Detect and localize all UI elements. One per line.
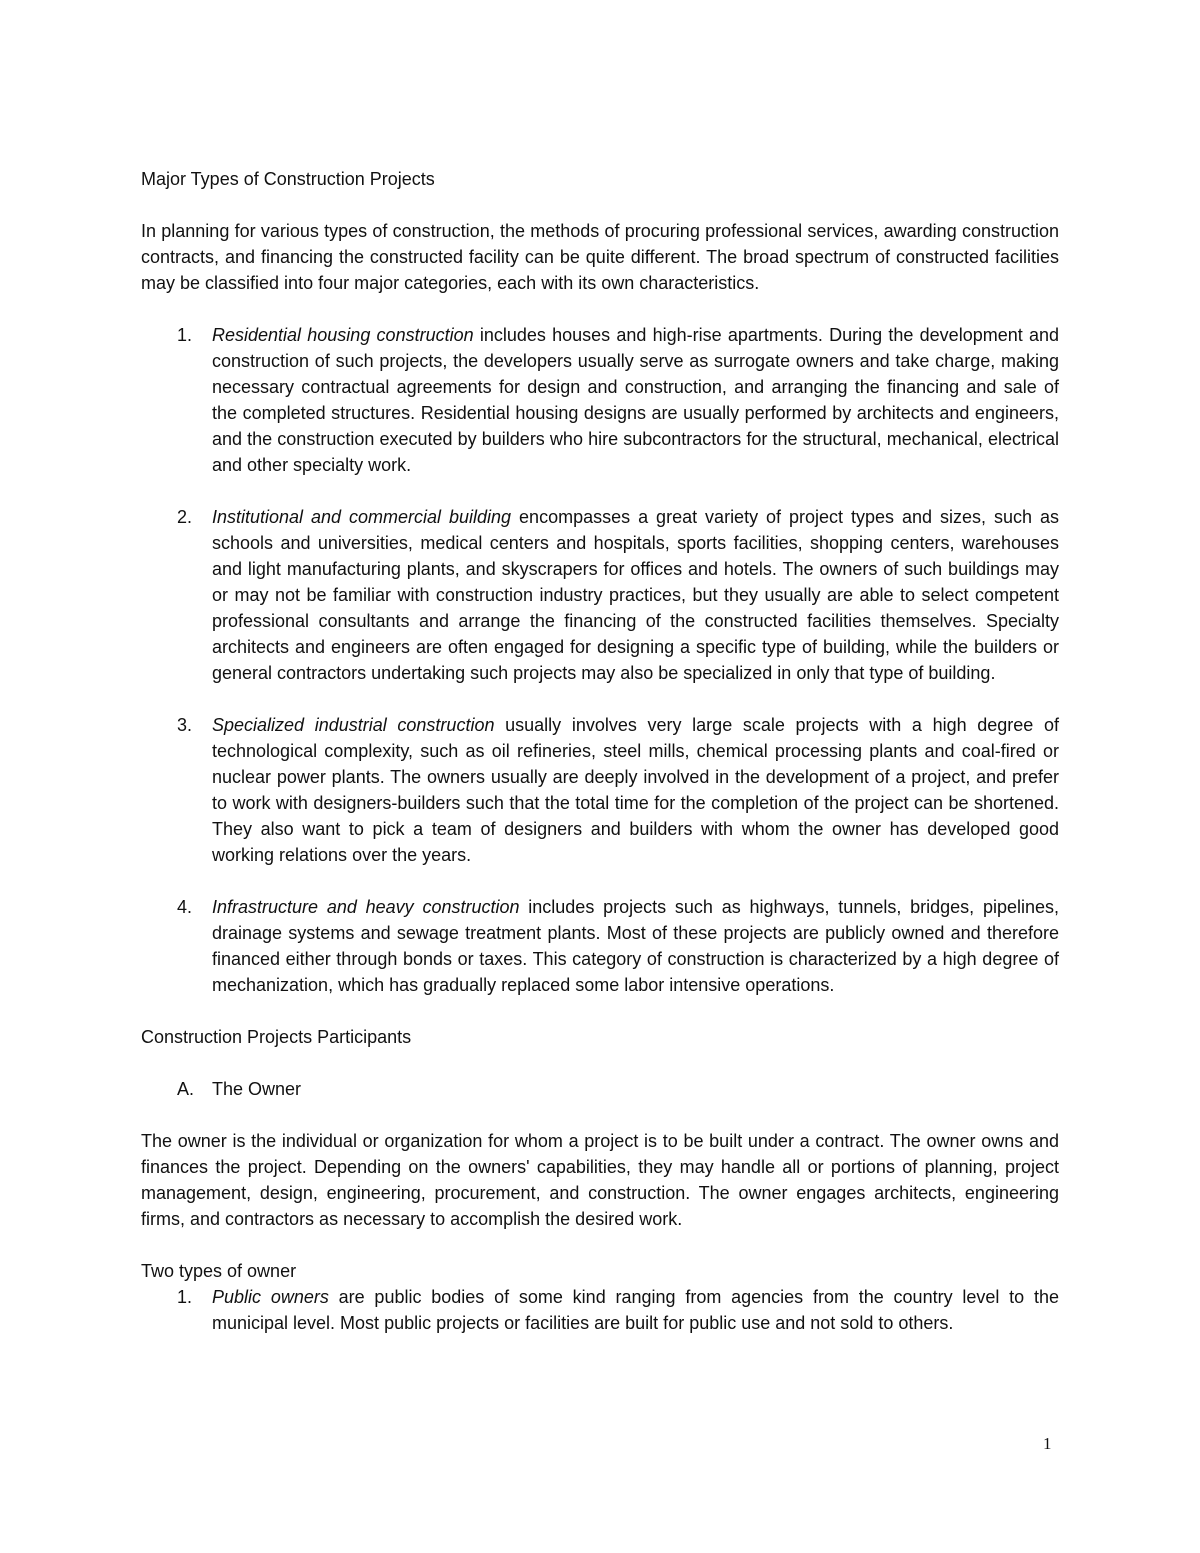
participants-list bbox=[141, 1076, 1059, 1102]
document-page bbox=[141, 166, 1059, 1336]
list-item-text: encompasses a great variety of project types and sizes, such as schools and universities, medical centers and hospitals, sports facilities, shopping centers, warehouses and light manufacturing plants, and skyscrapers for offices and hotels. The owners of such buildings may or may not be familiar with construction industry practices, but they usually are able to select competent professional consultants and arrange the financing of the constructed facilities themselves. Specialty architects and engineers are often engaged for designing a specific type of building, while the builders or general contractors undertaking such projects may also be specialized in only that type of building. bbox=[212, 507, 1060, 683]
list-item-letter: A. bbox=[177, 1079, 195, 1099]
participants-heading: Construction Projects Participants bbox=[141, 1027, 412, 1047]
list-item-label: The Owner bbox=[212, 1079, 302, 1099]
list-item-text: includes houses and high-rise apartments. During the development and construction of such projects, the developers usually serve as surrogate owners and take charge, making necessary contractual agreements for design and construction, and arranging the financing and sale of the completed structures. Residential housing designs are usually performed by architects and engineers, and the construction executed by builders who hire subcontractors for the structural, mechanical, electrical and other specialty work. bbox=[212, 325, 1059, 475]
list-item-term: Specialized industrial construction bbox=[212, 715, 495, 735]
list-item-text: usually involves very large scale projects with a high degree of technological complexity, such as oil refineries, steel mills, chemical processing plants and coal-fired or nuclear power plants. The owners usually are deeply involved in the development of a project, and prefer to work with designers-builders such that the total time for the completion of the project can be shortened. They also want to pick a team of designers and builders with whom the owner has developed good working relations over the years. bbox=[212, 715, 1059, 865]
list-item bbox=[141, 1284, 1059, 1336]
list-item bbox=[141, 1076, 1059, 1102]
page-number: 1 bbox=[1043, 1434, 1052, 1453]
list-item-term: Public owners bbox=[212, 1287, 329, 1307]
owner-paragraph: The owner is the individual or organization for whom a project is to be built under a contract. The owner owns and finances the project. Depending on the owners' capabilities, they may handle all or portions of planning, project management, design, engineering, procurement, and construction. The owner engages architects, engineering firms, and contractors as necessary to accomplish the desired work. bbox=[141, 1131, 1059, 1229]
list-item-number: 1. bbox=[177, 325, 193, 345]
list-item-term: Institutional and commercial building bbox=[212, 507, 512, 527]
document-title: Major Types of Construction Projects bbox=[141, 169, 435, 189]
intro-paragraph: In planning for various types of construction, the methods of procuring professional services, awarding construction contracts, and financing the constructed facility can be quite different. The broad spectrum of constructed facilities may be classified into four major categories, each with its own characteristics. bbox=[141, 221, 1059, 293]
list-item bbox=[141, 322, 1059, 478]
list-item-term: Infrastructure and heavy construction bbox=[212, 897, 520, 917]
list-item-number: 4. bbox=[177, 897, 193, 917]
owner-types-list bbox=[141, 1284, 1059, 1336]
list-item bbox=[141, 712, 1059, 868]
list-item-number: 1. bbox=[177, 1287, 193, 1307]
owner-types-heading: Two types of owner bbox=[141, 1261, 297, 1281]
list-item-text: are public bodies of some kind ranging from agencies from the country level to the municipal level. Most public projects or facilities are built for public use and not sold to others. bbox=[212, 1287, 1059, 1333]
list-item-term: Residential housing construction bbox=[212, 325, 474, 345]
list-item-text: includes projects such as highways, tunnels, bridges, pipelines, drainage systems and sewage treatment plants. Most of these projects are publicly owned and therefore financed either through bonds or taxes. This category of construction is characterized by a high degree of mechanization, which has gradually replaced some labor intensive operations. bbox=[212, 897, 1059, 995]
list-item bbox=[141, 504, 1059, 686]
list-item bbox=[141, 894, 1059, 998]
list-item-number: 3. bbox=[177, 715, 193, 735]
list-item-number: 2. bbox=[177, 507, 193, 527]
category-list bbox=[141, 322, 1059, 998]
